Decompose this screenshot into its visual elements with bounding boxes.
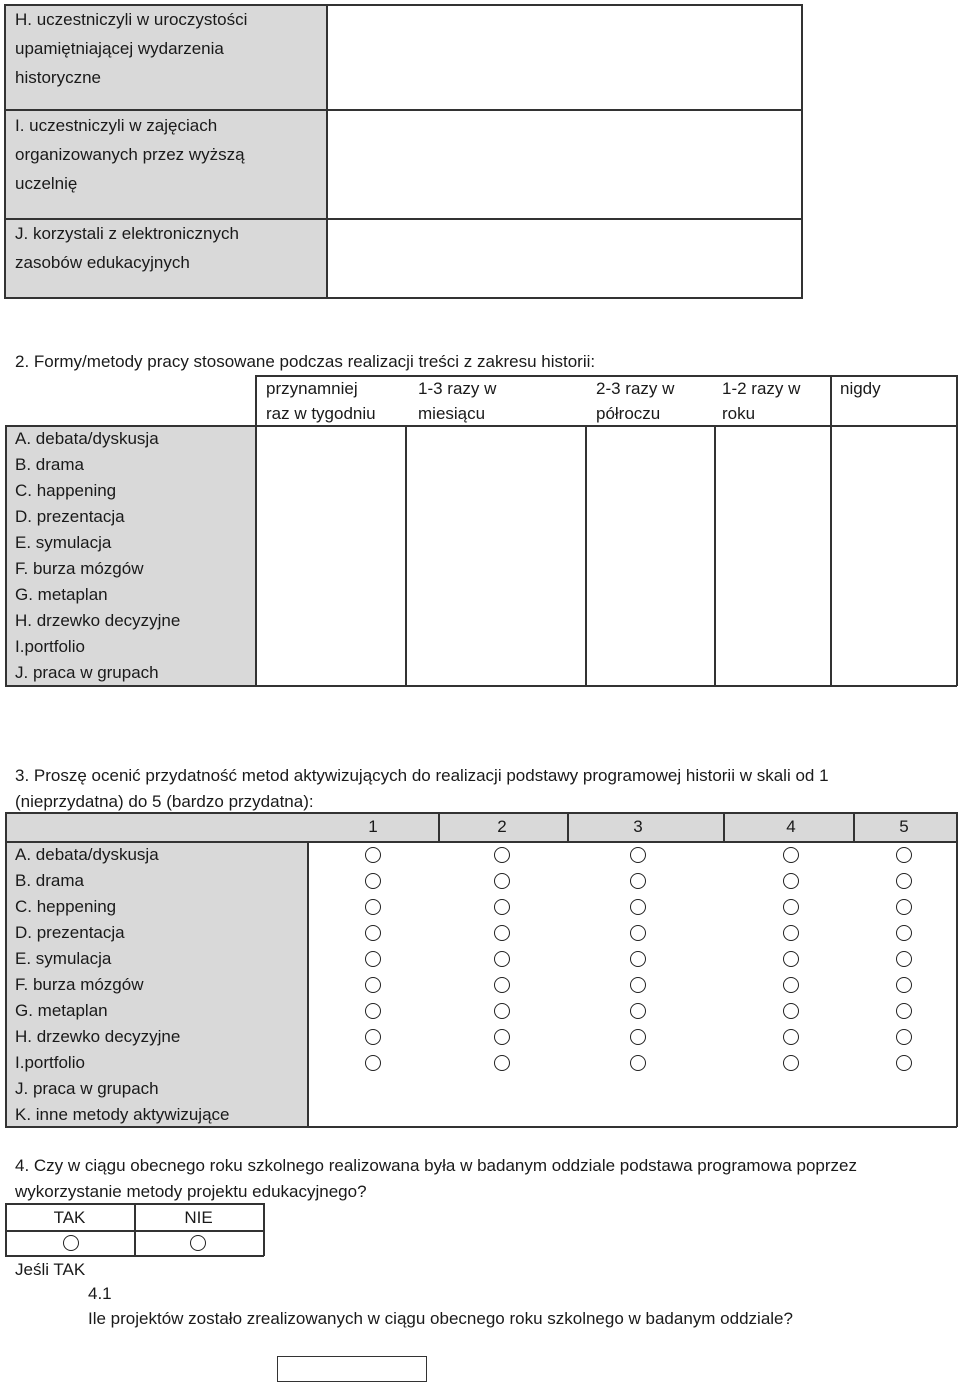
q3-rating-radio[interactable] xyxy=(896,1029,912,1045)
q3-rating-radio[interactable] xyxy=(783,951,799,967)
q2-col-weekly-line1: przynamniej xyxy=(266,379,358,398)
section1-row-i-line1: I. uczestniczyli w zajęciach xyxy=(15,116,218,135)
q3-rating-radio[interactable] xyxy=(896,1055,912,1071)
q4-title-line1: 4. Czy w ciągu obecnego roku szkolnego realizowana była w badanym oddziale podstawa programowa poprzez xyxy=(15,1156,857,1175)
q3-rating-radio[interactable] xyxy=(494,1055,510,1071)
q4-yes-radio[interactable] xyxy=(63,1235,79,1251)
q3-row-label: I.portfolio xyxy=(15,1053,85,1072)
q2-row-label: G. metaplan xyxy=(15,585,108,604)
q2-row-label: J. praca w grupach xyxy=(15,663,159,682)
q2-col-monthly-line2: miesiącu xyxy=(418,404,486,423)
q4-yes-label: TAK xyxy=(53,1208,86,1227)
q3-rating-radio[interactable] xyxy=(630,847,646,863)
q3-row-label: K. inne metody aktywizujące xyxy=(15,1105,230,1124)
q3-rating-radio[interactable] xyxy=(365,1029,381,1045)
q3-rating-radio[interactable] xyxy=(494,951,510,967)
q3-rating-radio[interactable] xyxy=(783,1029,799,1045)
q3-row-label: E. symulacja xyxy=(15,949,112,968)
q3-rating-radio[interactable] xyxy=(365,899,381,915)
section1-row-h-line3: historyczne xyxy=(15,68,101,87)
q3-rating-radio[interactable] xyxy=(630,977,646,993)
q2-col-semester-line1: 2-3 razy w xyxy=(596,379,675,398)
q2-row-label: H. drzewko decyzyjne xyxy=(15,611,181,630)
q3-rating-radio[interactable] xyxy=(494,977,510,993)
q3-rating-radio[interactable] xyxy=(494,899,510,915)
q2-row-label: A. debata/dyskusja xyxy=(15,429,159,448)
q2-col-yearly-line1: 1-2 razy w xyxy=(722,379,801,398)
q3-rating-radio[interactable] xyxy=(494,873,510,889)
q2-col-weekly-line2: raz w tygodniu xyxy=(266,404,376,423)
q3-rating-radio[interactable] xyxy=(494,1029,510,1045)
section1-row-j-line2: zasobów edukacyjnych xyxy=(15,253,190,272)
q3-scale-2: 2 xyxy=(497,817,507,836)
q3-rating-radio[interactable] xyxy=(365,925,381,941)
q3-rating-radio[interactable] xyxy=(783,1003,799,1019)
q2-row-label: C. happening xyxy=(15,481,117,500)
q3-rating-radio[interactable] xyxy=(783,1055,799,1071)
q4-sub-number: 4.1 xyxy=(88,1284,112,1303)
section1-row-i-line2: organizowanych przez wyższą xyxy=(15,145,245,164)
section1-row-i xyxy=(15,111,245,198)
q3-rating-radio[interactable] xyxy=(365,1003,381,1019)
q2-title: 2. Formy/metody pracy stosowane podczas realizacji treści z zakresu historii: xyxy=(15,352,596,371)
q3-rating-radio[interactable] xyxy=(896,1003,912,1019)
q4-no-label: NIE xyxy=(184,1208,213,1227)
q2-row-label: F. burza mózgów xyxy=(15,559,144,578)
q3-rating-radio[interactable] xyxy=(365,847,381,863)
q3-rating-radio[interactable] xyxy=(494,925,510,941)
q3-row-label: A. debata/dyskusja xyxy=(15,845,159,864)
q2-col-weekly xyxy=(266,376,376,426)
q2-row-label: B. drama xyxy=(15,455,84,474)
section1-row-h xyxy=(15,5,247,92)
q2-col-semester xyxy=(596,376,674,426)
q2-row-label: E. symulacja xyxy=(15,533,112,552)
q2-row-label: I.portfolio xyxy=(15,637,85,656)
q3-rating-radio[interactable] xyxy=(783,899,799,915)
q2-col-semester-line2: półroczu xyxy=(596,404,661,423)
q3-row-label: B. drama xyxy=(15,871,84,890)
q3-row-label: J. praca w grupach xyxy=(15,1079,159,1098)
q3-rating-radio[interactable] xyxy=(630,873,646,889)
q3-rating-radio[interactable] xyxy=(783,977,799,993)
q3-rating-radio[interactable] xyxy=(896,925,912,941)
q4-answer-input[interactable] xyxy=(277,1356,427,1382)
q3-rating-radio[interactable] xyxy=(365,1055,381,1071)
q3-rating-radio[interactable] xyxy=(630,951,646,967)
q3-rating-radio[interactable] xyxy=(494,847,510,863)
q3-rating-radio[interactable] xyxy=(494,1003,510,1019)
q3-rating-radio[interactable] xyxy=(630,1029,646,1045)
q3-scale-3: 3 xyxy=(633,817,643,836)
q3-rating-radio[interactable] xyxy=(896,873,912,889)
q3-rating-radio[interactable] xyxy=(783,925,799,941)
q4-no-radio[interactable] xyxy=(190,1235,206,1251)
q3-rating-radio[interactable] xyxy=(630,925,646,941)
q3-row-label: C. heppening xyxy=(15,897,117,916)
q3-scale-4: 4 xyxy=(786,817,796,836)
section1-row-h-line2: upamiętniającej wydarzenia xyxy=(15,39,224,58)
q3-rating-radio[interactable] xyxy=(896,951,912,967)
q2-col-monthly xyxy=(418,376,496,426)
q2-col-yearly-line2: roku xyxy=(722,404,756,423)
q3-rating-radio[interactable] xyxy=(630,1003,646,1019)
q3-title-line1: 3. Proszę ocenić przydatność metod aktywizujących do realizacji podstawy programowej historii w skali od 1 xyxy=(15,766,829,785)
q2-col-never: nigdy xyxy=(840,379,881,398)
section1-row-h-line1: H. uczestniczyli w uroczystości xyxy=(15,10,248,29)
q3-rating-radio[interactable] xyxy=(365,873,381,889)
q3-rating-radio[interactable] xyxy=(896,847,912,863)
q3-row-label: D. prezentacja xyxy=(15,923,125,942)
q3-rating-radio[interactable] xyxy=(896,977,912,993)
q3-rating-radio[interactable] xyxy=(783,873,799,889)
q4-sub-question: Ile projektów zostało zrealizowanych w ciągu obecnego roku szkolnego w badanym oddziale? xyxy=(88,1309,793,1328)
q3-rating-radio[interactable] xyxy=(365,951,381,967)
q2-col-yearly xyxy=(722,376,800,426)
section1-row-j-line1: J. korzystali z elektronicznych xyxy=(15,224,239,243)
q2-col-monthly-line1: 1-3 razy w xyxy=(418,379,497,398)
q3-rating-radio[interactable] xyxy=(630,1055,646,1071)
q3-row-label: F. burza mózgów xyxy=(15,975,144,994)
q3-row-label: G. metaplan xyxy=(15,1001,108,1020)
section1-row-j xyxy=(15,219,239,277)
q4-title-line2: wykorzystanie metody projektu edukacyjnego? xyxy=(15,1182,367,1201)
q3-title-line2: (nieprzydatna) do 5 (bardzo przydatna): xyxy=(15,792,314,811)
q3-row-label: H. drzewko decyzyjne xyxy=(15,1027,181,1046)
q3-rating-radio[interactable] xyxy=(365,977,381,993)
q3-rating-radio[interactable] xyxy=(783,847,799,863)
q4-if-yes: Jeśli TAK xyxy=(15,1260,86,1279)
q2-row-label: D. prezentacja xyxy=(15,507,125,526)
q3-rating-radio[interactable] xyxy=(896,899,912,915)
section1-row-i-line3: uczelnię xyxy=(15,174,78,193)
q3-scale-5: 5 xyxy=(899,817,909,836)
q3-rating-radio[interactable] xyxy=(630,899,646,915)
q3-scale-1: 1 xyxy=(368,817,378,836)
q3-scale-header xyxy=(5,813,956,841)
